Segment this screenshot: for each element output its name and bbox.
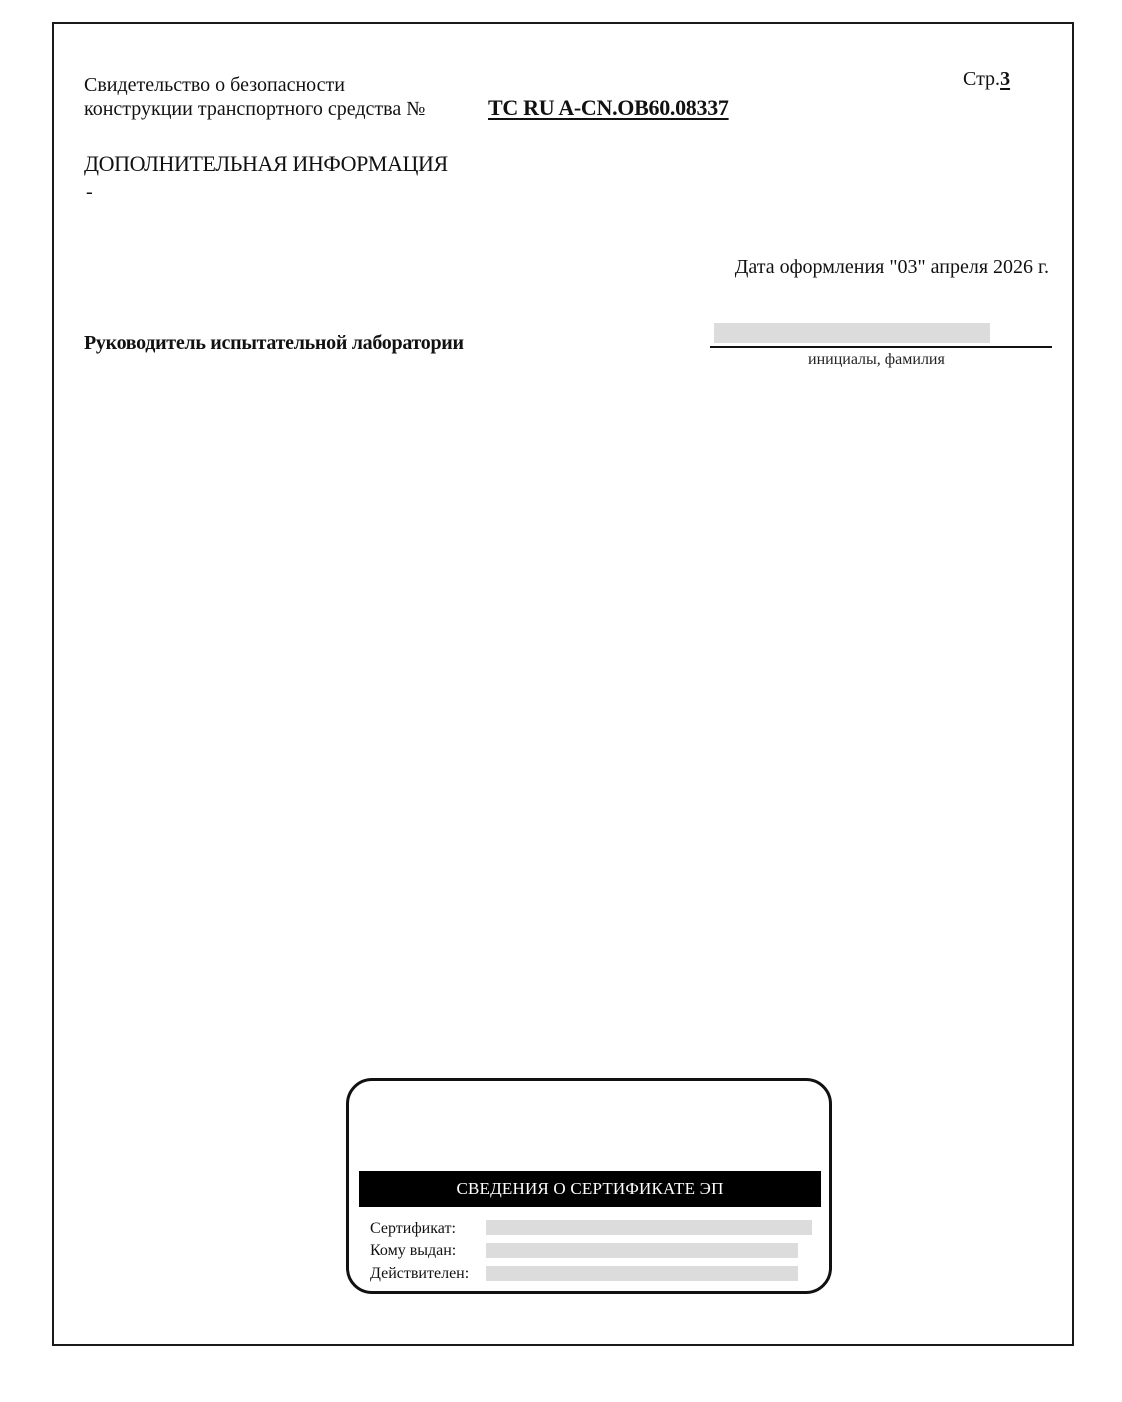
page-label: Стр.: [963, 68, 1001, 90]
digital-signature-stamp: [346, 1078, 832, 1294]
redacted-issued-to-value: [486, 1243, 798, 1258]
page-indicator: [963, 68, 1010, 91]
redacted-valid-value: [486, 1266, 798, 1281]
stamp-issued-to-label: Кому выдан:: [370, 1242, 457, 1259]
stamp-title: СВЕДЕНИЯ О СЕРТИФИКАТЕ ЭП: [359, 1171, 821, 1207]
certificate-number: ТС RU A-CN.ОВ60.08337: [488, 95, 729, 120]
signature-line: [710, 346, 1052, 348]
additional-info-value: -: [86, 181, 93, 203]
page-number: 3: [1000, 68, 1011, 90]
stamp-valid-label: Действителен:: [370, 1265, 470, 1282]
stamp-certificate-label: Сертификат:: [370, 1220, 456, 1237]
redacted-certificate-value: [486, 1220, 812, 1235]
header-title-line-1: Свидетельство о безопасности: [84, 74, 345, 96]
redacted-signer-name: [714, 323, 990, 343]
lab-head-role: Руководитель испытательной лаборатории: [84, 332, 464, 354]
additional-info-title: ДОПОЛНИТЕЛЬНАЯ ИНФОРМАЦИЯ: [84, 151, 448, 176]
header-title-line-2: конструкции транспортного средства №: [84, 98, 426, 120]
issue-date: Дата оформления "03" апреля 2026 г.: [734, 256, 1049, 278]
signature-caption: инициалы, фамилия: [808, 351, 945, 368]
